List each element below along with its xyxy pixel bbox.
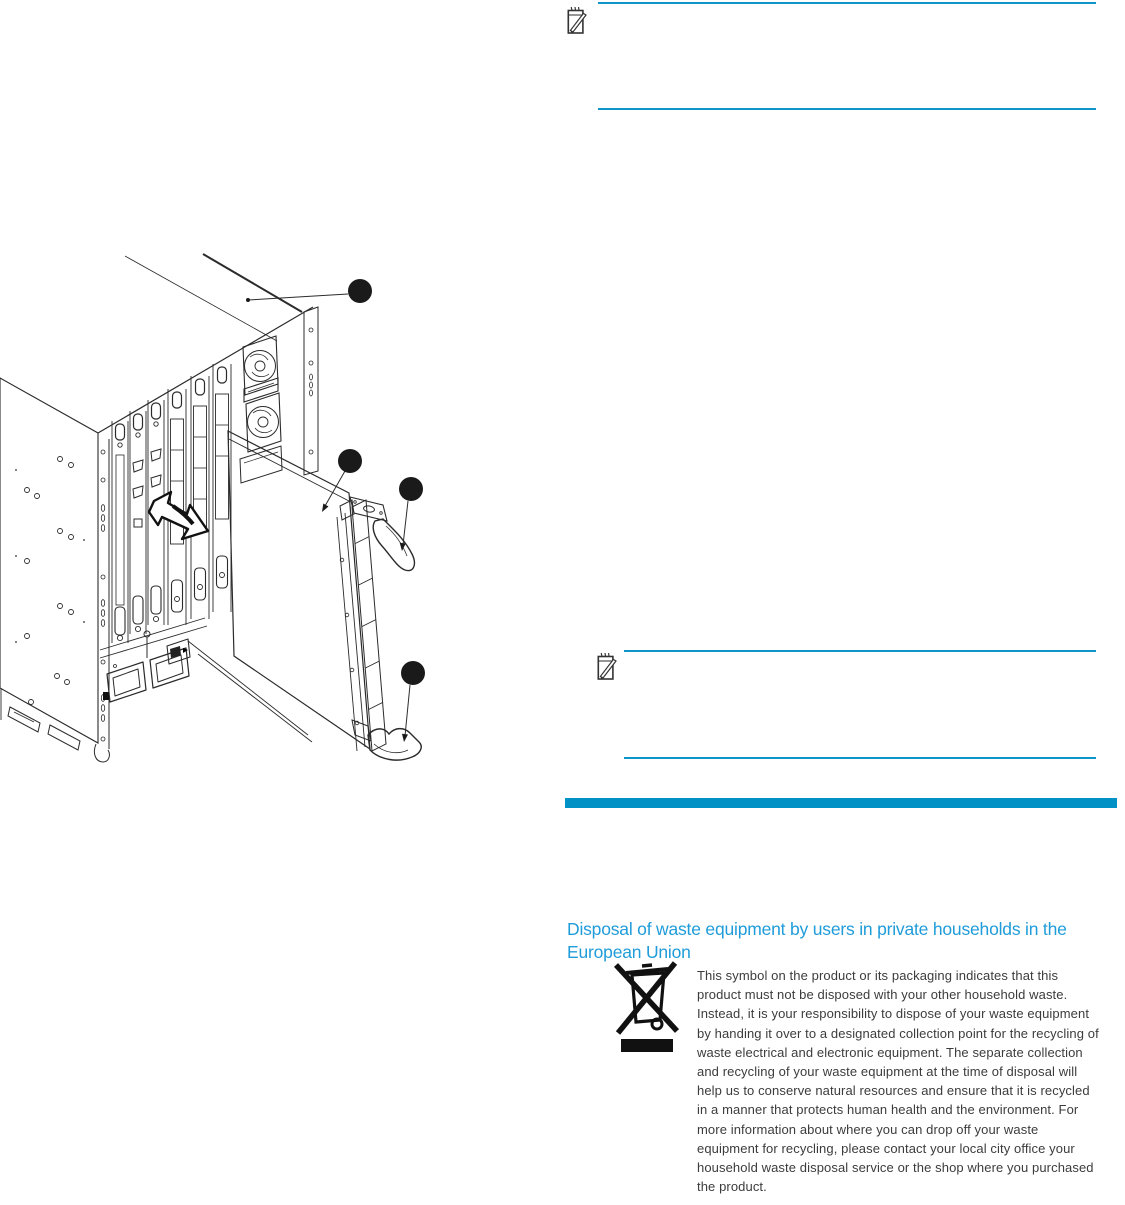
weee-crossed-out-wheeled-bin-icon	[610, 956, 684, 1054]
disposal-heading-line2: European Union	[567, 941, 691, 962]
removed-board	[228, 431, 421, 760]
note1-top-rule	[598, 2, 1096, 4]
chassis-board-removal-illustration	[0, 240, 450, 800]
chassis-side-panel	[0, 378, 98, 750]
disposal-body-text: This symbol on the product or its packaging indicates that this product must not be disposed with your other household waste. Instead, it is your responsibility to dispose of your waste equipment by handing it over to a designated collection point for the recycling of waste electrical and electronic equipment. The separate collection and recycling of your waste equipment at the time of disposal will help us to conserve natural resources and ensure that it is recycled in a manner that protects human health and the environment. For more information about where you can drop off your waste equipment for recycling, please contact your local city office your household waste disposal service or the shop where you purchased the product.	[697, 968, 1099, 1195]
chassis-top-edges	[125, 254, 302, 341]
note-icon	[597, 652, 618, 681]
power-inlets	[103, 631, 190, 702]
fan-modules	[240, 336, 282, 483]
note-icon	[567, 6, 588, 35]
note2-top-rule	[624, 650, 1096, 652]
disposal-heading-line1: Disposal of waste equipment by users in private households in the	[567, 918, 1067, 939]
io-cards-middle	[168, 364, 231, 625]
note1-bottom-rule	[598, 108, 1096, 110]
section-divider-bar	[565, 798, 1117, 808]
note2-bottom-rule	[624, 757, 1096, 759]
